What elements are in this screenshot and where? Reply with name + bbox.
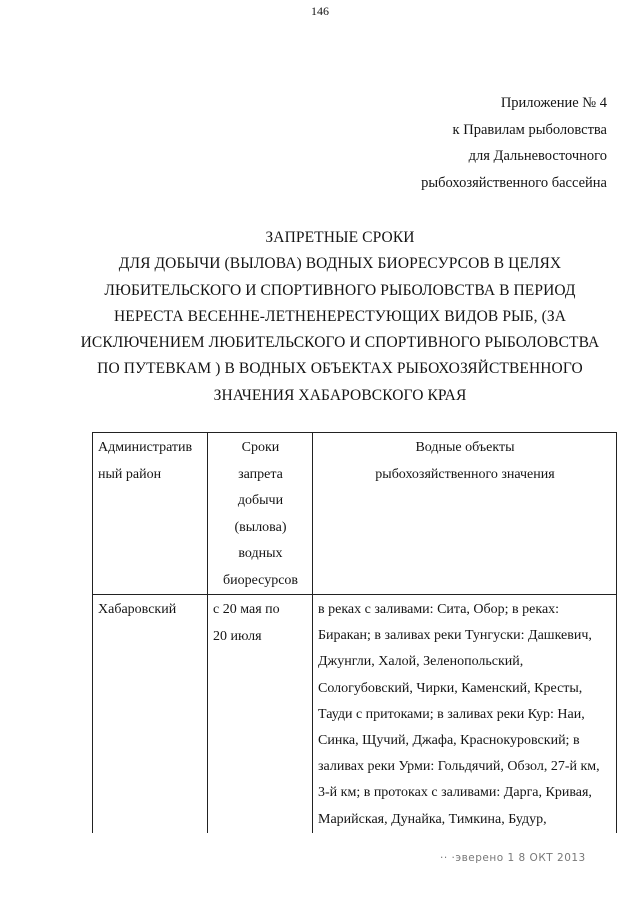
verification-stamp: ·· ·эверено 1 8 ОКТ 2013 (440, 852, 586, 864)
header-period-line: (вылова) (234, 519, 287, 535)
header-period-line: добычи (237, 493, 284, 508)
waters-line: Джунгли, Халой, Зеленопольский, (318, 654, 524, 670)
waters-line: Синка, Щучий, Джафа, Краснокуровский; в (318, 733, 580, 749)
waters-line: заливах реки Урми: Гольдячий, Обзол, 27-й км, (318, 759, 600, 775)
appendix-line: к Правилам рыболовства (452, 121, 607, 138)
title-line: ПО ПУТЕВКАМ ) В ВОДНЫХ ОБЪЕКТАХ РЫБОХОЗЯЙСТВЕННОГО (97, 360, 583, 378)
restriction-table (92, 432, 617, 833)
waters-line: в реках с заливами: Сита, Обор; в реках: (318, 602, 560, 617)
district-line: Хабаровский (98, 602, 177, 617)
period-line: 20 июля (213, 628, 262, 644)
waters-line: Сологубовский, Чирки, Каменский, Кресты, (318, 680, 583, 696)
table-row (93, 595, 617, 833)
header-district (93, 433, 208, 595)
title-line: ЗНАЧЕНИЯ ХАБАРОВСКОГО КРАЯ (213, 386, 467, 404)
appendix-line: Приложение № 4 (500, 95, 607, 111)
waters-line: Марийская, Дунайка, Тимкина, Будур, (318, 811, 547, 827)
page-number: 146 (311, 4, 329, 18)
appendix-line: для Дальневосточного (468, 148, 607, 164)
cell-district (93, 595, 208, 833)
waters-line: 3-й км; в протоках с заливами: Дарга, Кривая, (318, 785, 592, 801)
header-period-line: водных (238, 546, 283, 561)
appendix-reference (421, 90, 607, 196)
title-line: ДЛЯ ДОБЫЧИ (ВЫЛОВА) ВОДНЫХ БИОРЕСУРСОВ В ЦЕЛЯХ (118, 255, 562, 273)
waters-line: Тауди с притоками; в заливах реки Кур: Наи, (318, 706, 585, 722)
document-title (80, 225, 600, 409)
table-header-row (93, 433, 617, 595)
header-period-line: Сроки (241, 440, 280, 455)
appendix-line: рыбохозяйственного бассейна (421, 174, 607, 191)
header-waters (313, 433, 617, 595)
period-line: с 20 мая по (213, 602, 280, 617)
header-period (208, 433, 313, 595)
header-district-line: ный район (98, 466, 162, 482)
header-waters-line: Водные объекты (415, 440, 515, 455)
title-line: НЕРЕСТА ВЕСЕННЕ-ЛЕТНЕНЕРЕСТУЮЩИХ ВИДОВ РЫБ, (ЗА (113, 307, 567, 325)
header-period-line: биоресурсов (222, 572, 299, 588)
header-district-line: Административ (98, 440, 193, 455)
title-line: ИСКЛЮЧЕНИЕМ ЛЮБИТЕЛЬСКОГО И СПОРТИВНОГО РЫБОЛОВСТВА (80, 334, 600, 352)
cell-period (208, 595, 313, 833)
waters-line: Биракан; в заливах реки Тунгуски: Дашкевич, (318, 628, 592, 644)
header-period-line: запрета (238, 466, 283, 482)
title-line: ЛЮБИТЕЛЬСКОГО И СПОРТИВНОГО РЫБОЛОВСТВА В ПЕРИОД (104, 281, 576, 299)
header-waters-line: рыбохозяйственного значения (375, 466, 555, 482)
cell-waters (313, 595, 617, 833)
title-line: ЗАПРЕТНЫЕ СРОКИ (265, 229, 415, 246)
